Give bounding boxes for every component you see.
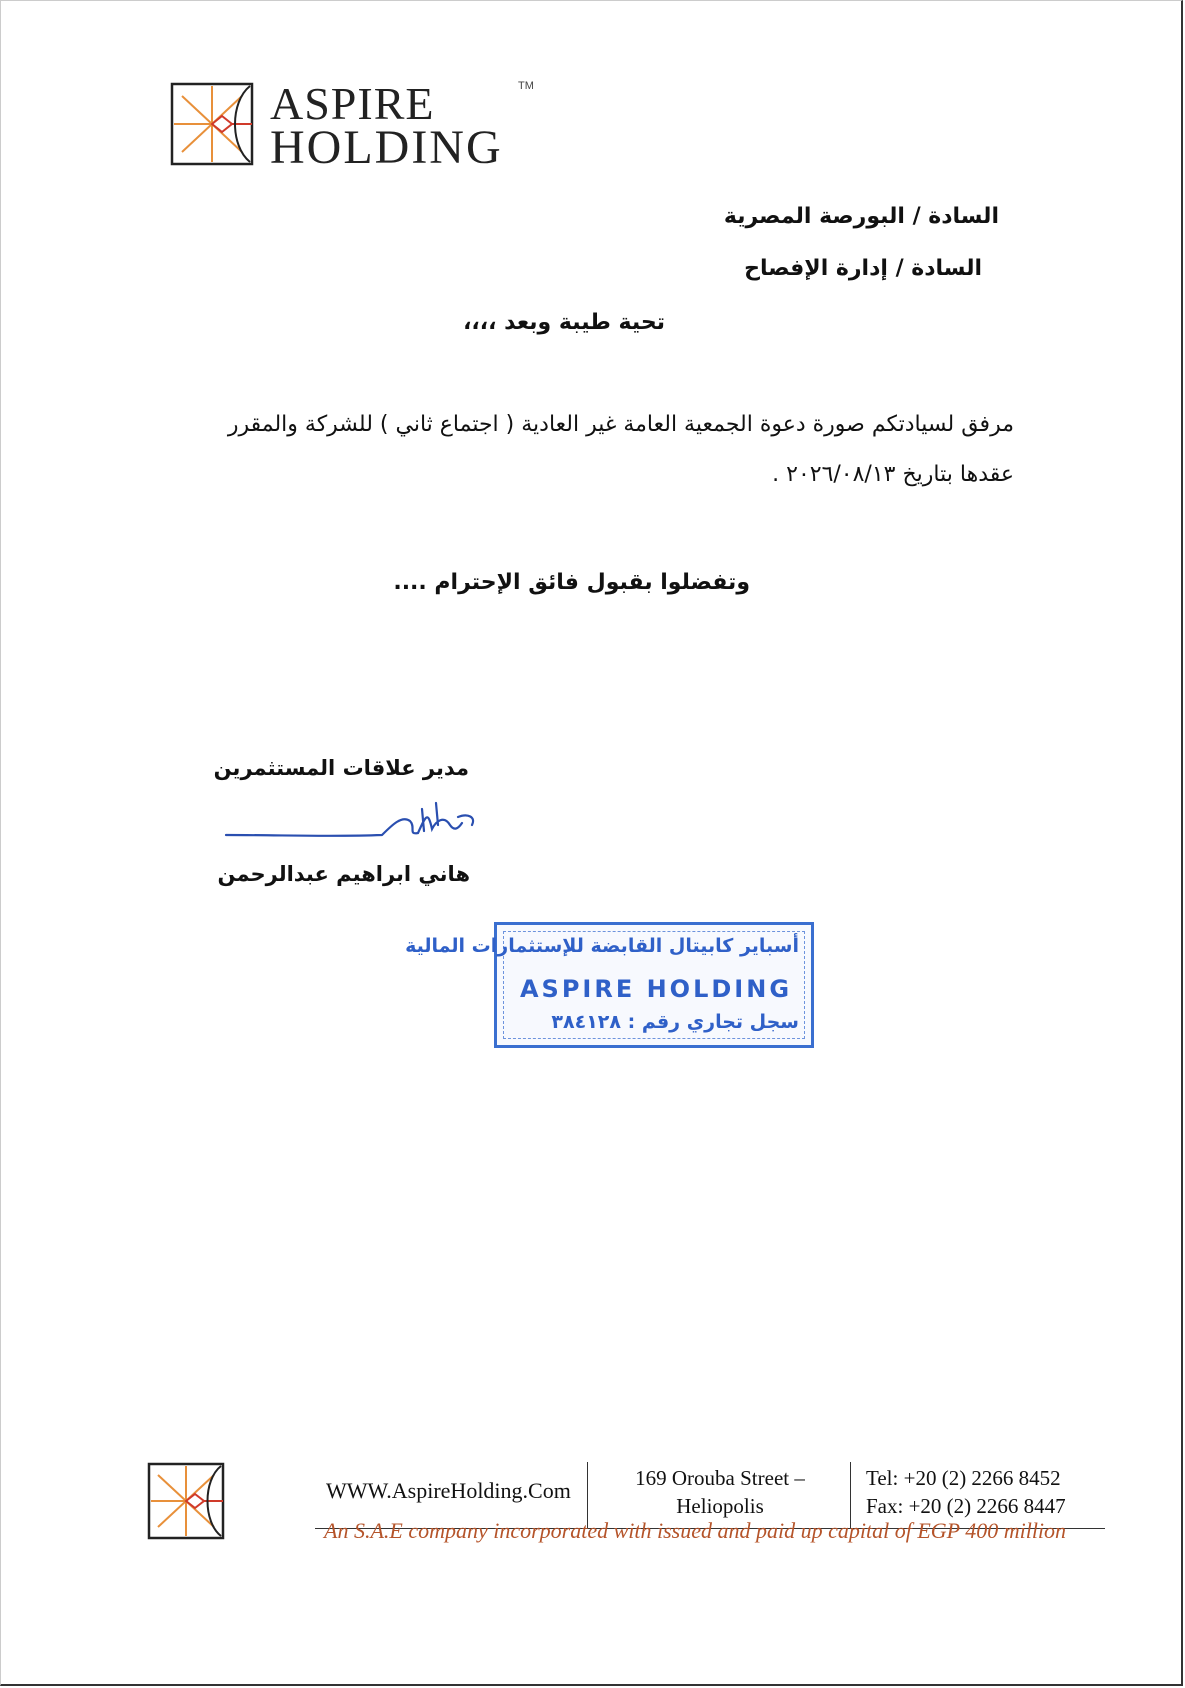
footer-fax: Fax: +20 (2) 2266 8447 xyxy=(866,1494,1066,1518)
handwritten-signature-icon xyxy=(222,795,482,855)
company-logo xyxy=(170,78,534,174)
greeting: تحية طيبة وبعد ،،،، xyxy=(463,310,665,335)
trademark-mark: TM xyxy=(518,80,534,92)
footer-address xyxy=(600,1464,840,1520)
stamp-registry-number: سجل تجاري رقم : ٣٨٤١٢٨ xyxy=(551,1011,799,1033)
signatory-name: هاني ابراهيم عبدالرحمن xyxy=(217,862,470,886)
company-stamp xyxy=(405,922,814,1048)
recipient-line-2: السادة / إدارة الإفصاح xyxy=(744,256,982,281)
stamp-english-name: ASPIRE HOLDING xyxy=(519,975,793,1003)
recipient-line-1: السادة / البورصة المصرية xyxy=(723,204,999,229)
footer-contact xyxy=(866,1464,1066,1520)
footer-capital-note: An S.A.E company incorporated with issued and paid up capital of EGP 400 million xyxy=(324,1518,1067,1543)
logo-wordmark xyxy=(270,78,503,174)
footer-address-line-2: Heliopolis xyxy=(676,1494,764,1518)
closing-line: وتفضلوا بقبول فائق الإحترام .... xyxy=(393,570,750,595)
logo-line-1: ASPIRE xyxy=(270,78,435,129)
signatory-title: مدير علاقات المستثمرين xyxy=(213,756,469,780)
aspire-logo-mark-icon xyxy=(170,82,254,166)
footer-logo-mark-icon xyxy=(147,1462,225,1540)
logo-line-2: HOLDING xyxy=(270,121,503,174)
footer-website: WWW.AspireHolding.Com xyxy=(326,1478,571,1503)
footer-address-line-1: 169 Orouba Street – xyxy=(635,1466,805,1490)
footer-tel: Tel: +20 (2) 2266 8452 xyxy=(866,1466,1061,1490)
stamp-arabic-name: أسباير كابيتال القابضة للإستثمارات المالية xyxy=(405,935,799,957)
letter-body: مرفق لسيادتكم صورة دعوة الجمعية العامة غير العادية ( اجتماع ثاني ) للشركة والمقرر عقدها بتاريخ ٢٠٢٦/٠٨/١٣ . xyxy=(227,412,1014,487)
